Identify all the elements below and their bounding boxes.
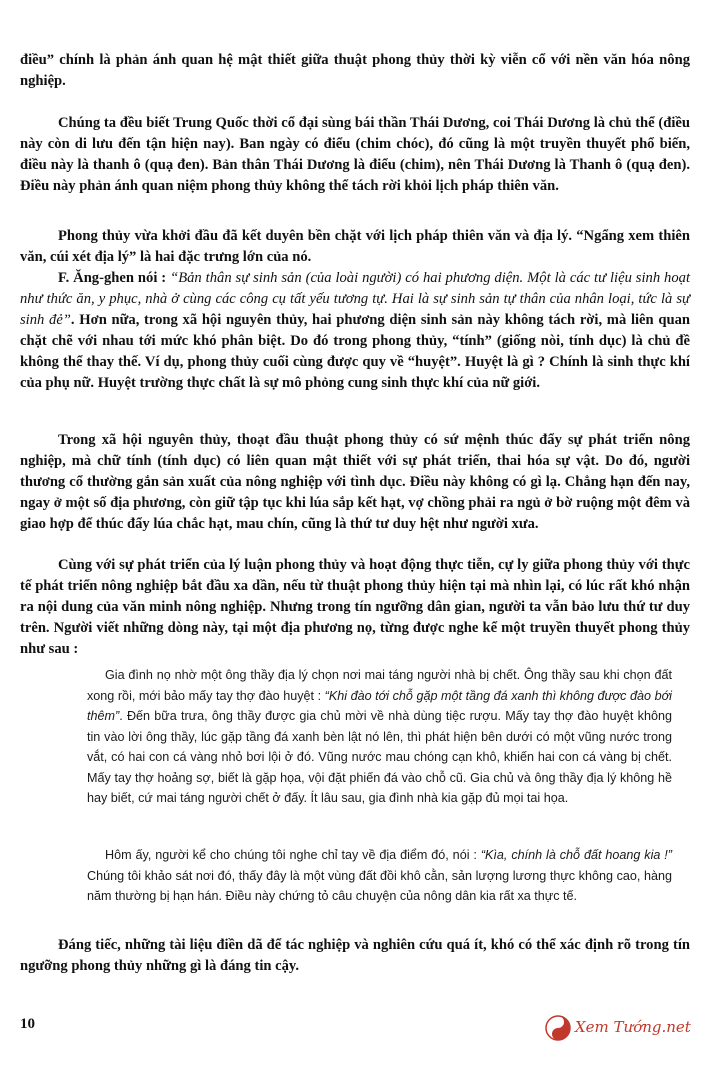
page-number: 10 bbox=[20, 1016, 35, 1032]
story1-part-a: Gia đình nọ nhờ một ông thầy địa lý chọn nơi mai táng người nhà bị chết. Ông thầy sau khi chọn đất xong rồi, mới bảo mấy tay thợ đào huyệt : bbox=[87, 668, 672, 703]
paragraph-ly-luan: Cùng với sự phát triển của lý luận phong thủy và hoạt động thực tiễn, cự ly giữa phong thủy với thực tế phát triển nông nghiệp bắt đầu xa dần, nếu từ thuật phong thủy hiện tại mà nhìn lại, có lúc rất khó nhận ra nội dung của văn minh nông nghiệp. Nhưng trong tín ngưỡng dân gian, người ta vẫn bảo lưu thứ tư duy trên. Người viết những dòng này, tại một địa phương nọ, từng được nghe kể một truyền thuyết phong thủy như sau : bbox=[20, 557, 690, 657]
engels-lead: F. Ăng-ghen nói : bbox=[58, 270, 171, 286]
story1-quote: “Khi đào tới chỗ gặp một tầng đá xanh thì không được đào bới thêm” bbox=[87, 688, 672, 723]
story1-part-b: . Đến bữa trưa, ông thầy được gia chủ mời về nhà dùng tiệc rượu. Mấy tay thợ đào huyệt không tin vào lời ông thầy, lúc gặp tầng đá xanh bèn lật nó lên, thì phát hiện bên dưới có một vũng nước trong vắt, có hai con cá vàng nhỏ bơi lội ở đó. Vũng nước mau chóng cạn khô, khiến hai con cá vàng bị chết. Mấy tay thợ hoảng sợ, biết là gặp họa, vội đặt phiến đá vào chỗ cũ. Gia chủ và ông thầy địa lý không hề hay biết, cứ mai táng người chết ở đấy. Ít lâu sau, gia đình nhà kia gặp đủ mọi tai họa. bbox=[87, 709, 672, 805]
paragraph-thai-duong: Chúng ta đều biết Trung Quốc thời cổ đại sùng bái thần Thái Dương, coi Thái Dương là chủ thể (điều này còn di lưu đến tận hiện nay). Ban ngày có điểu (chim chóc), đó cũng là một truyền thuyết phổ biến, điều này là thanh ô (quạ đen). Bản thân Thái Dương là điểu (chim), nên Thái Dương là Thanh ô (quạ đen). Điều này phản ánh quan niệm phong thủy không thể tách rời khỏi lịch pháp thiên văn. bbox=[20, 115, 690, 194]
yin-yang-icon bbox=[545, 1015, 571, 1041]
watermark-text: Xem Tướng.net bbox=[575, 1018, 691, 1036]
paragraph-intro: điều” chính là phản ánh quan hệ mật thiết giữa thuật phong thủy thời kỳ viễn cổ với nền văn hóa nông nghiệp. bbox=[20, 52, 690, 89]
engels-rest: . Hơn nữa, trong xã hội nguyên thủy, hai phương diện sinh sản này không tách rời, mà liên quan chặt chẽ với nhau tới mức khó phân biệt. Do đó trong phong thủy, “tính” (giống nòi, tính dục) là chủ đề không thể thay thế. Ví dụ, phong thủy cuối cùng được quy về “huyệt”. Huyệt là gì ? Chính là sinh thực khí của phụ nữ. Huyệt trường thực chất là sự mô phỏng cung sinh thực khí của nữ giới. bbox=[20, 312, 690, 391]
paragraph-conclusion: Đáng tiếc, những tài liệu điền dã để tác nghiệp và nghiên cứu quá ít, khó có thể xác định rõ trong tín ngưỡng phong thủy những gì là đáng tin cậy. bbox=[20, 937, 690, 974]
paragraph-thien-van: Phong thủy vừa khởi đầu đã kết duyên bền chặt với lịch pháp thiên văn và địa lý. “Ngẩng xem thiên văn, cúi xét địa lý” là hai đặc trưng lớn của nó. bbox=[20, 228, 690, 265]
story-quote-2 bbox=[87, 845, 672, 907]
paragraph-xa-hoi-nguyen-thuy: Trong xã hội nguyên thủy, thoạt đầu thuật phong thủy có sứ mệnh thúc đẩy sự phát triển nông nghiệp, mà chữ tính (tính dục) có liên quan mật thiết với sự phát triển, thai hóa sự vật. Do đó, người thương cổ thường gắn sản xuất của nông nghiệp với tình dục. Điều này không có gì lạ. Chẳng hạn đến nay, ngay ở một số địa phương, còn giữ tập tục khi lúa sắp kết hạt, vợ chồng phải ra ngủ ở bờ ruộng một đêm và giao hợp để thúc đẩy lúa chắc hạt, mau chín, cũng là thứ tư duy hệt như người xưa. bbox=[20, 432, 690, 532]
story2-part-b: Chúng tôi khảo sát nơi đó, thấy đây là một vùng đất đồi khô cằn, sản lượng lương thực không cao, hàng năm thường bị hạn hán. Điều này chứng tỏ câu chuyện của nông dân kia rất xa thực tế. bbox=[87, 868, 672, 903]
watermark bbox=[543, 1010, 703, 1046]
story2-quote: “Kìa, chính là chỗ đất hoang kia !” bbox=[480, 848, 672, 862]
paragraph-engels bbox=[20, 268, 690, 394]
engels-quote: “Bản thân sự sinh sản (của loài người) có hai phương diện. Một là các tư liệu sinh hoạt như thức ăn, y phục, nhà ở cùng các công cụ tất yếu tương tự. Hai là sự sinh sản tự thân của nhân loại, tức là sự sinh đẻ” bbox=[20, 270, 690, 328]
story2-part-a: Hôm ấy, người kể cho chúng tôi nghe chỉ tay về địa điểm đó, nói : bbox=[105, 848, 481, 862]
story-quote-1 bbox=[87, 665, 672, 809]
